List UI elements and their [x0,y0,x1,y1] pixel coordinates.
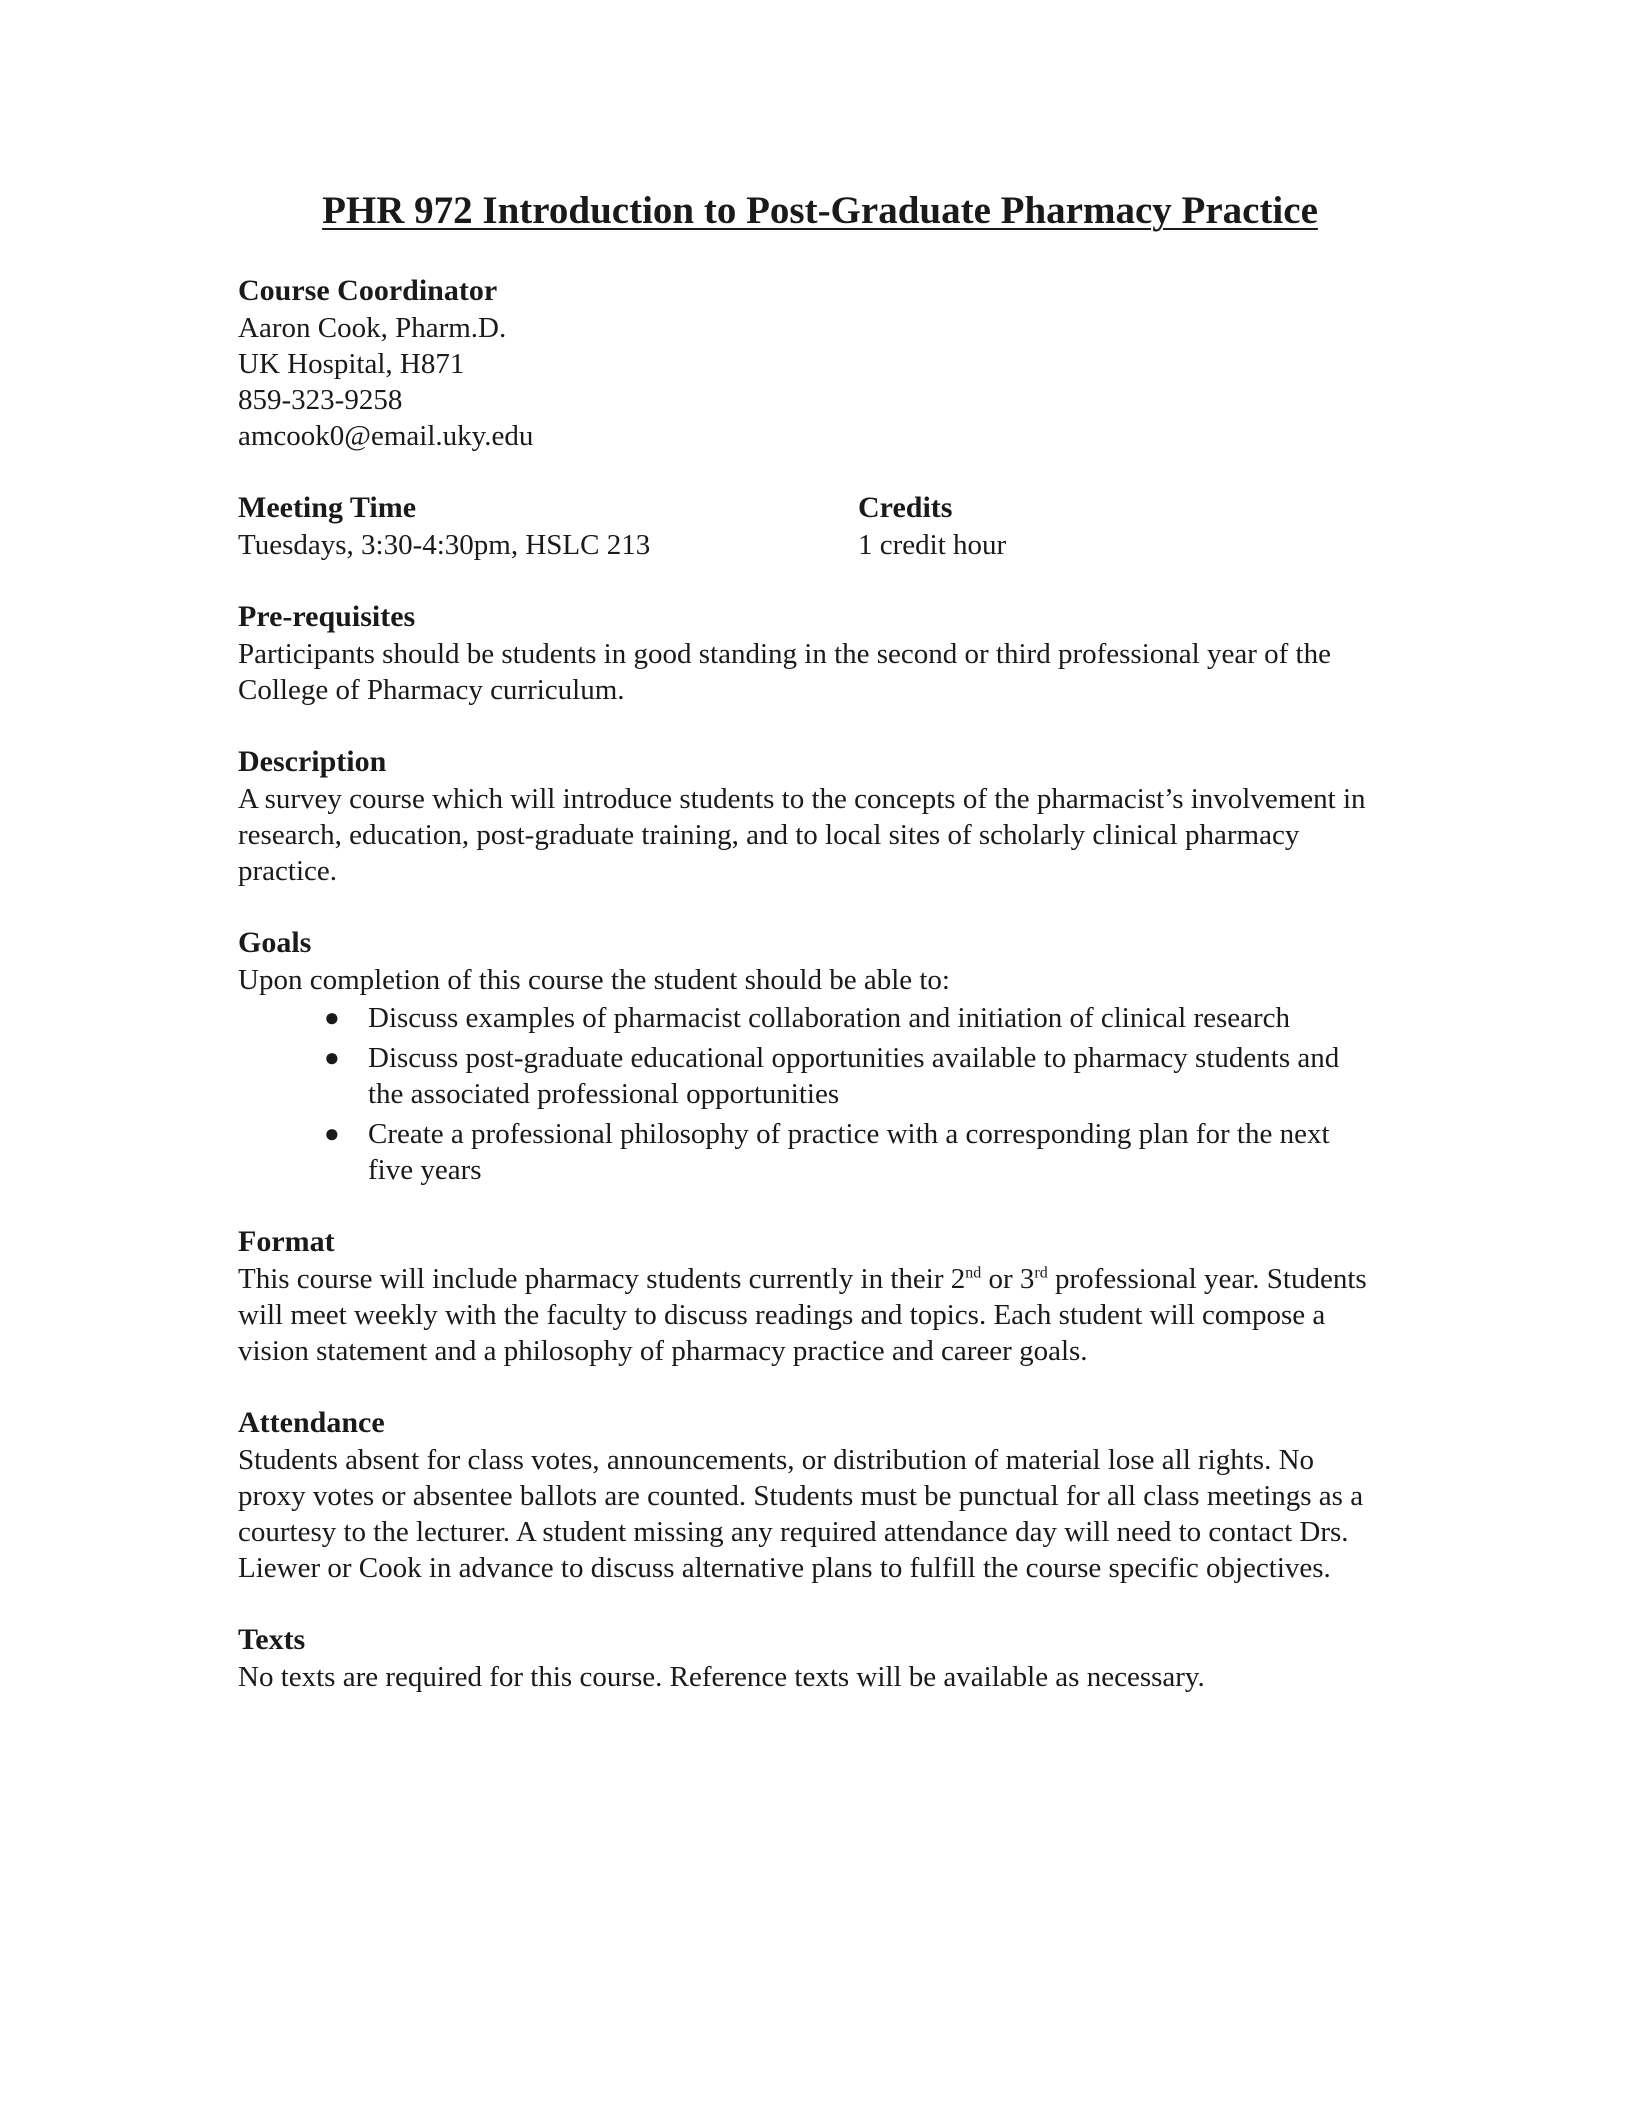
format-text-part: professional year. Students will meet weekly with the faculty to discuss readings and topics. Each student will compose a vision statement and a philosophy of pharmacy practice and career goals. [238,1263,1367,1367]
goals-section [238,924,1378,1188]
meeting-value: Tuesdays, 3:30-4:30pm, HSLC 213 [238,529,651,561]
prerequisites-heading: Pre-requisites [238,600,416,633]
texts-text: No texts are required for this course. Reference texts will be available as necessary. [238,1661,1205,1693]
format-superscript: rd [1034,1264,1048,1282]
page-title: PHR 972 Introduction to Post-Graduate Pharmacy Practice [322,189,1318,232]
goal-item [324,1000,1378,1036]
meeting-credits-row [238,489,1378,563]
credits-section [858,489,1258,563]
format-section [238,1223,1378,1369]
description-text: A survey course which will introduce students to the concepts of the pharmacist’s involvement in research, education, post-graduate training, and to local sites of scholarly clinical pharmacy practice. [238,783,1366,887]
goal-text: Discuss post-graduate educational opportunities available to pharmacy students and the associated professional opportunities [368,1042,1340,1110]
credits-value: 1 credit hour [858,529,1007,561]
goal-text: Discuss examples of pharmacist collaboration and initiation of clinical research [368,1002,1291,1034]
bullet-icon: ● [324,1003,340,1032]
goals-list [238,1000,1378,1188]
goal-text: Create a professional philosophy of practice with a corresponding plan for the next five years [368,1118,1330,1186]
bullet-icon: ● [324,1043,340,1072]
goal-item [324,1040,1378,1112]
meeting-heading: Meeting Time [238,491,417,524]
attendance-heading: Attendance [238,1406,385,1439]
coordinator-office: UK Hospital, H871 [238,348,465,380]
coordinator-phone: 859-323-9258 [238,384,403,416]
format-text [238,1261,1378,1369]
description-section [238,743,1378,889]
meeting-section [238,489,858,563]
attendance-section [238,1404,1378,1586]
syllabus-content [238,272,1378,1730]
format-superscript: nd [965,1264,982,1282]
coordinator-section [238,272,1378,454]
coordinator-email: amcook0@email.uky.edu [238,420,534,452]
format-text-part: This course will include pharmacy students currently in their 2 [238,1263,966,1295]
prerequisites-section [238,598,1378,708]
coordinator-name: Aaron Cook, Pharm.D. [238,312,507,344]
description-heading: Description [238,745,387,778]
format-heading: Format [238,1225,335,1258]
credits-heading: Credits [858,491,953,524]
attendance-text: Students absent for class votes, announcements, or distribution of material lose all rights. No proxy votes or absentee ballots are counted. Students must be punctual for all class meetings as a courtesy to the lecturer. A student missing any required attendance day will need to contact Drs. Liewer or Cook in advance to discuss alternative plans to fulfill the course specific objectives. [238,1444,1364,1584]
coordinator-heading: Course Coordinator [238,274,498,307]
bullet-icon: ● [324,1119,340,1148]
texts-section [238,1621,1378,1695]
format-text-part: or 3 [981,1263,1035,1295]
goals-intro: Upon completion of this course the student should be able to: [238,964,950,996]
texts-heading: Texts [238,1623,306,1656]
goals-heading: Goals [238,926,312,959]
goal-item [324,1116,1378,1188]
prerequisites-text: Participants should be students in good standing in the second or third professional year of the College of Pharmacy curriculum. [238,638,1331,706]
